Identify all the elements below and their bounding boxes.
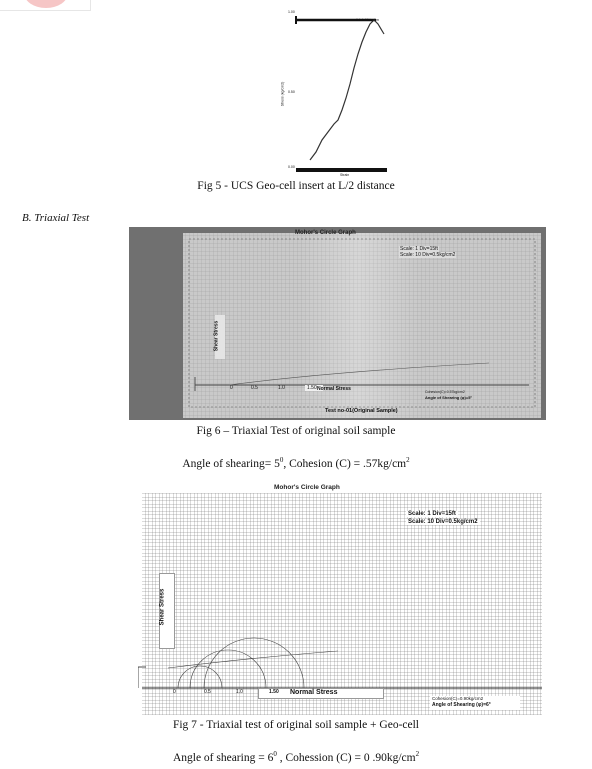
- fig7-result-sup2: 2: [415, 750, 420, 758]
- fig6-tick-05: 0.5: [251, 385, 258, 391]
- fig6-scale-line2: Scale: 10 Div=0.5kg/cm2: [400, 252, 456, 258]
- fig5-x-axis-label: Strain: [340, 173, 350, 177]
- fig7-tick-05: 0.5: [204, 689, 211, 695]
- section-heading-triaxial: B. Triaxial Test: [22, 212, 90, 224]
- fig7-chart-title: Mohor's Circle Graph: [274, 484, 340, 491]
- fig5-y-mid-tick: 0.50: [288, 90, 295, 94]
- fig6-cohesion-label: Cohesion(C)=0.57kg/cm2: [425, 390, 465, 394]
- fig6-x-label: Normal Stress: [317, 386, 351, 392]
- fig7-result: [0, 750, 592, 764]
- fig6-result-prefix: Angle of shearing= 5: [182, 457, 280, 470]
- fig7-caption: Fig 7 - Triaxial test of original soil sample + Geo-cell: [172, 719, 420, 731]
- fig7-result-sup: 0: [273, 750, 277, 758]
- fig7-tick-150: 1.50: [269, 689, 279, 695]
- fig5-peak-label: 0.1 1 00 kg/cm: [356, 18, 379, 22]
- fig5-y-bottom-tick: 0.00: [288, 165, 295, 169]
- fig7-cohesion-label: Cohesion(C)=0.90kg/cm2: [432, 696, 484, 701]
- fig7-scale-line2: Scale: 10 Div=0.5kg/cm2: [408, 519, 478, 525]
- fig6-result: [0, 456, 592, 470]
- fig5-caption: Fig 5 - UCS Geo-cell insert at L/2 distance: [197, 180, 395, 192]
- fig5-chart: [280, 6, 400, 176]
- fig7-scale-line1: Scale: 1 Div=15ft: [408, 511, 456, 517]
- fig7-y-label: Shear Stress: [159, 588, 166, 626]
- fig6-result-mid: , Cohesion (C) = .57kg/cm: [283, 457, 407, 470]
- fig6-tick-10: 1.0: [278, 385, 285, 391]
- fig6-angle-label: Angle of Shearing (φ)=5°: [425, 395, 473, 400]
- fig6-tick-150: 1.50: [305, 385, 323, 391]
- fig6-tick-0: 0: [230, 385, 233, 391]
- fig6-photo: [129, 227, 546, 420]
- fig7-photo: [138, 483, 546, 716]
- fig7-y-label-box: [159, 573, 175, 649]
- fig7-x-label: Normal Stress: [290, 689, 338, 696]
- fig6-result-sup2: 2: [406, 456, 410, 464]
- fig7-result-mid: , Cohession (C) = 0 .90kg/cm: [276, 751, 416, 764]
- fig7-tick-10: 1.0: [236, 689, 243, 695]
- fig5-plot-svg: [280, 6, 400, 176]
- fig6-bottom-label: Test no-01(Original Sample): [325, 408, 398, 414]
- fig7-result-prefix: Angle of shearing = 6: [172, 751, 274, 764]
- fig5-y-top-tick: 1.00: [288, 10, 295, 14]
- fig6-scale-line1: Scale: 1 Div=15ft: [400, 246, 438, 252]
- fig6-y-label-box: [215, 315, 225, 359]
- fig7-angle-label: Angle of Shearing (φ)=6°: [432, 702, 491, 708]
- fig6-y-label: Shear Stress: [213, 320, 220, 352]
- fig6-caption: Fig 6 – Triaxial Test of original soil sample: [196, 425, 396, 437]
- fig5-y-axis-label: Stress (kg/cm2): [280, 81, 285, 107]
- fig6-result-sup: 0: [279, 456, 284, 464]
- fig6-chart-title: Mohor's Circle Graph: [295, 230, 356, 236]
- fig7-tick-0: 0: [173, 689, 176, 695]
- fig7-graph-svg: [138, 483, 546, 716]
